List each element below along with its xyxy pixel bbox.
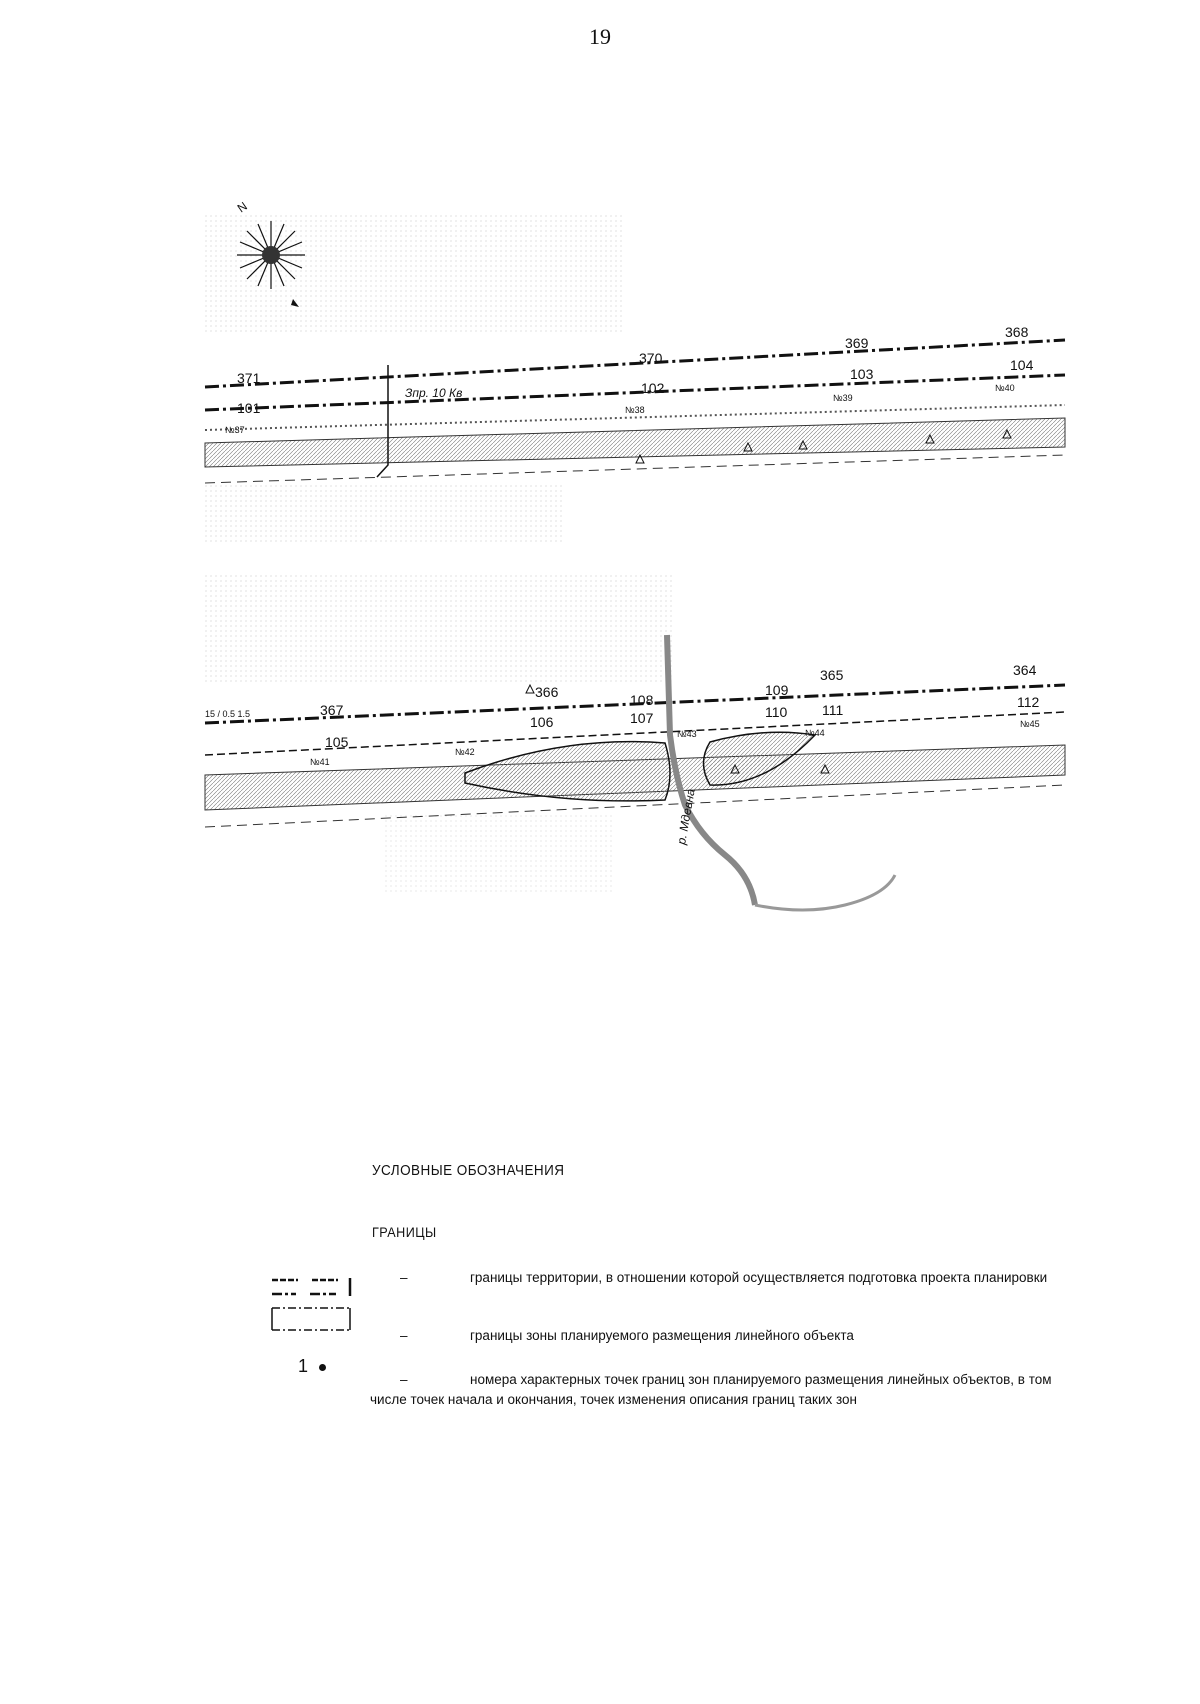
point-102: 102: [641, 380, 665, 396]
terrain-texture-mid: [205, 485, 565, 545]
station-42: №42: [455, 747, 475, 757]
point-108: 108: [630, 692, 654, 708]
legend-point-number: 1: [298, 1356, 309, 1376]
legend-title: УСЛОВНЫЕ ОБОЗНАЧЕНИЯ: [372, 1162, 565, 1179]
point-104: 104: [1010, 357, 1034, 373]
point-103: 103: [850, 366, 874, 382]
point-365: 365: [820, 667, 844, 683]
point-111: 111: [822, 702, 844, 718]
station-44: №44: [805, 728, 825, 738]
page-number: 19: [589, 24, 611, 49]
station-38: №38: [625, 405, 645, 415]
point-110: 110: [765, 704, 788, 720]
elevation-label: 15 / 0.5 1.5: [205, 709, 251, 719]
point-109: 109: [765, 682, 789, 698]
map-drawing: [205, 199, 1100, 915]
point-101: 101: [237, 400, 261, 416]
legend-dash: –: [400, 1270, 408, 1285]
point-112: 112: [1017, 694, 1040, 710]
legend-item-text: границы зоны планируемого размещения линейного объекта: [470, 1328, 854, 1343]
station-45: №45: [1020, 719, 1040, 729]
legend-section-title: ГРАНИЦЫ: [372, 1224, 437, 1240]
point-366: 366: [535, 684, 559, 700]
terrain-texture-top: [205, 215, 625, 335]
point-106: 106: [530, 714, 554, 730]
point-367: 367: [320, 702, 344, 718]
legend-item-text: номера характерных точек границ зон планируемого размещения линейных объектов, в том числе точек начала и окончания, точек изменения описания границ таких зон: [370, 1372, 1052, 1407]
point-105: 105: [325, 734, 349, 750]
point-dot-icon: [319, 1364, 326, 1371]
point-370: 370: [639, 350, 663, 366]
point-369: 369: [845, 335, 869, 351]
point-107: 107: [630, 710, 654, 726]
point-368: 368: [1005, 324, 1029, 340]
map: [205, 199, 1100, 915]
river-label: р. Мдевна: [674, 787, 698, 846]
station-43: №43: [677, 729, 697, 739]
legend-dash: –: [400, 1372, 408, 1387]
legend-point-symbol: [298, 1356, 326, 1377]
station-37: №37: [225, 425, 245, 435]
point-371: 371: [237, 370, 261, 386]
station-39: №39: [833, 393, 853, 403]
svg-text:N: N: [234, 199, 250, 216]
station-40: №40: [995, 383, 1015, 393]
point-364: 364: [1013, 662, 1037, 678]
map-strip-top: [205, 324, 1065, 483]
station-41: №41: [310, 757, 330, 767]
road-corridor-top: [205, 418, 1065, 467]
power-line-label: Зпр. 10 Кв: [405, 386, 463, 400]
terrain-texture-low: [205, 575, 675, 685]
legend-item-text: границы территории, в отношении которой осуществляется подготовка проекта планировки: [470, 1270, 1048, 1285]
terrain-texture-bottom: [385, 815, 615, 895]
legend-boundary-symbols: [270, 1272, 360, 1342]
legend-dash: –: [400, 1328, 408, 1343]
